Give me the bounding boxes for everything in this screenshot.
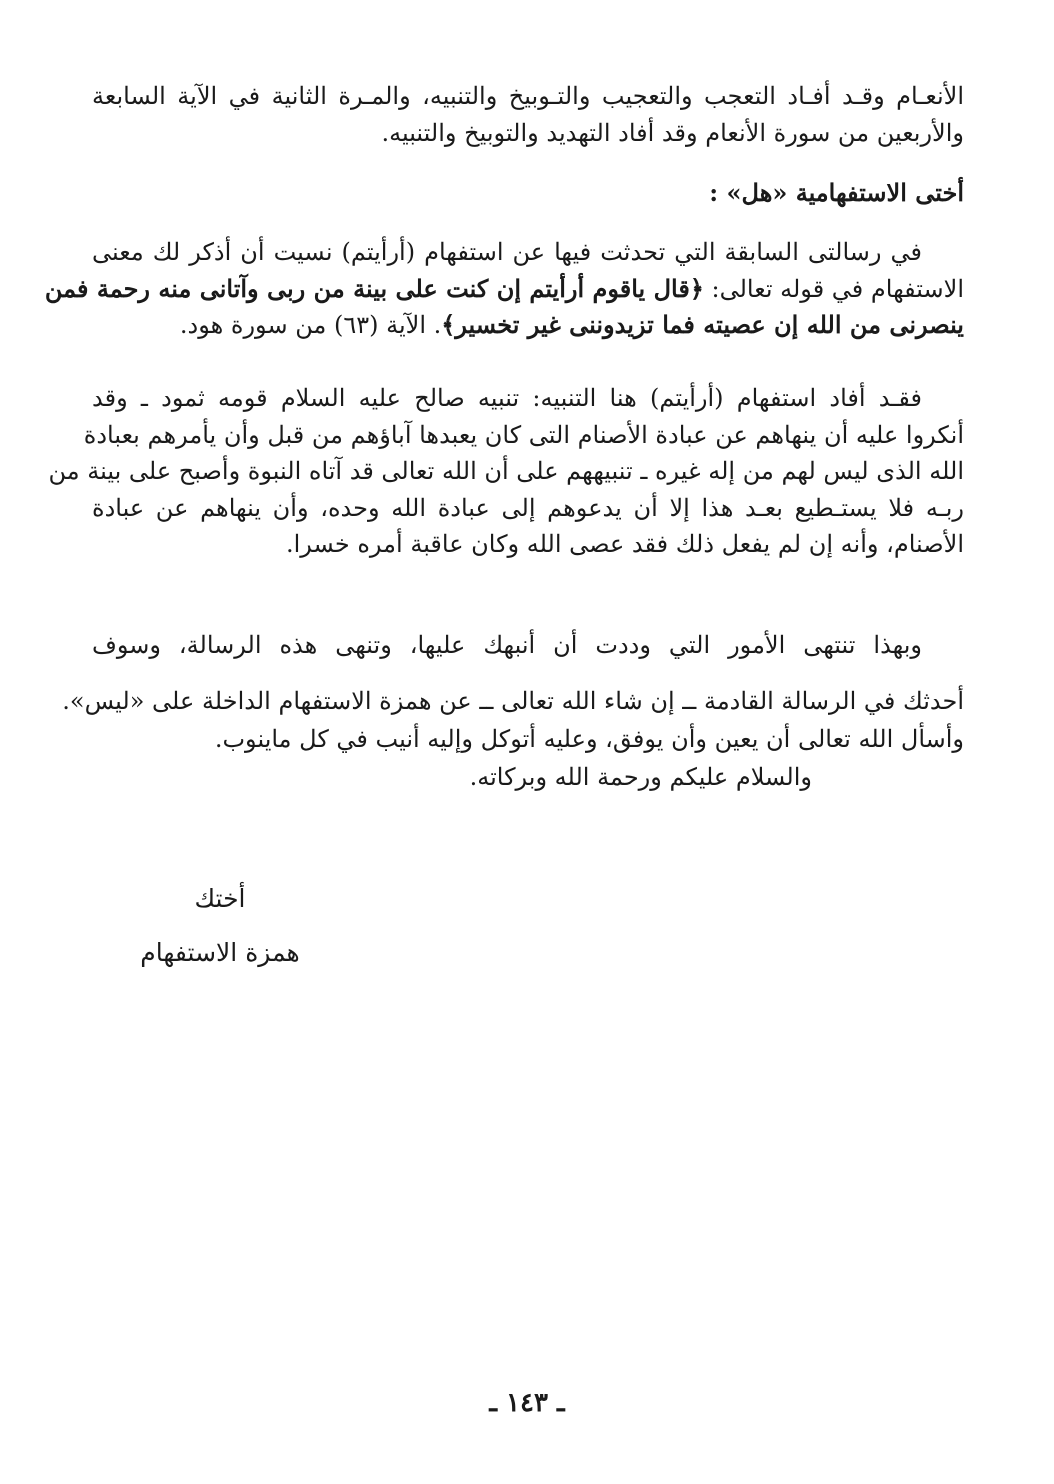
p2-line-2: أنكروا عليه أن ينهاهم عن عبادة الأصنام التى كان يعبدها آباؤهم من قبل وأن يأمرهم بعبادة <box>83 420 964 449</box>
p2-line-4: ربـه فلا يستـطيع بعـد هذا إلا أن يدعوهم إلى عبادة الله وحده، وأن ينهاهم عن عبادة <box>92 493 964 522</box>
signature-line-1: أختك <box>194 884 246 913</box>
p2-line-1: فقـد أفاد استفهام (أرأيتم) هنا التنبيه: تنبيه صالح عليه السلام قومه ثمود ـ وقد <box>92 384 922 412</box>
signature <box>140 872 300 980</box>
page-number: ـ ١٤٣ ـ <box>489 1388 565 1418</box>
p3-line-1: وبهذا تنتهى الأمور التي وددت أن أنبهك عليها، وتنهى هذه الرسالة، وسوف <box>92 631 922 659</box>
p2-line-5: الأصنام، وأنه إن لم يفعل ذلك فقد عصى الله وكان عاقبة أمره خسرا. <box>285 530 964 558</box>
p3-line-2: أحدثك في الرسالة القادمة ــ إن شاء الله تعالى ــ عن همزة الاستفهام الداخلة على «ليس». <box>62 687 964 715</box>
p1-line-1: في رسالتى السابقة التي تحدثت فيها عن استفهام (أرأيتم) نسيت أن أذكر لك معنى <box>92 238 922 266</box>
p3-line-4-closing: والسلام عليكم ورحمة الله وبركاته. <box>469 763 812 791</box>
intro-line-1: الأنعـام وقـد أفـاد التعجب والتعجيب والتـوبيخ والتنبيه، والمـرة الثانية في الآية السابعة <box>92 82 965 110</box>
paragraph-intro <box>92 78 964 151</box>
p1-line-3-plain: . الآية (٦٣) من سورة هود. <box>179 311 442 339</box>
paragraph-2 <box>48 380 964 563</box>
paragraph-1 <box>44 234 964 344</box>
quran-verse-part-2: ينصرنى من الله إن عصيته فما تزيدوننى غير تخسير﴾ <box>441 310 964 339</box>
p1-line-2 <box>44 271 964 308</box>
signature-line-2: همزة الاستفهام <box>140 938 300 967</box>
section-heading: أختى الاستفهامية «هل» : <box>709 178 964 207</box>
quran-verse-part-1: ﴿قال ياقوم أرأيتم إن كنت على بينة من ربى وآتانى منه رحمة فمن <box>44 273 704 303</box>
paragraph-3 <box>62 626 964 796</box>
intro-line-2: والأربعين من سورة الأنعام وقد أفاد التهديد والتوبيخ والتنبيه. <box>381 118 964 147</box>
p3-line-3: وأسأل الله تعالى أن يعين وأن يوفق، وعليه أتوكل وإليه أنيب في كل ماينوب. <box>214 725 964 753</box>
p1-line-2-plain: الاستفهام في قوله تعالى: <box>703 274 964 303</box>
p1-line-3 <box>92 307 964 344</box>
p2-line-3: الله الذى ليس لهم من إله غيره ـ تنبيههم على أن الله تعالى قد آتاه النبوة وأصبح على بينة من <box>48 457 964 485</box>
